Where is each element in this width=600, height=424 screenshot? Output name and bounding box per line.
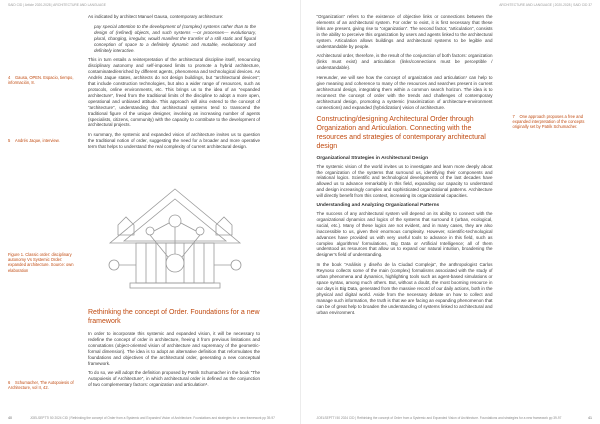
page-number: 41 — [588, 416, 592, 420]
margin-note: 5 Andrés Jaque, interview. — [8, 138, 60, 143]
body-paragraph: The systemic vision of the world invites us to investigate and learn more deeply about the organization of the systems that surround us, identifying their components and relational logics. Scientific and technological developments of the last decades have allowed us to advance remarkably in this field, expanding our capacity to understand and design increasingly complex and sophisticated organizational patterns. Architecture will directly benefit from this context, increasing its organizational capacities. — [316, 163, 493, 199]
margin-note: 4 Gausa, OPEN. Espacio, tiempo, información, 8. — [8, 75, 74, 86]
intro-paragraph: As indicated by architect Manuel Gausa, contemporary architecture: — [88, 14, 224, 19]
running-head: ARCHITECTURE AND LANGUAGE | 2020-2028 | SAID CID 37 — [499, 3, 592, 7]
margin-note: 6 Schumacher, The Autopoiesis of Architecture, vol II, 42. — [8, 380, 74, 391]
subsection-title: Organizational Strategies in Architectural Design — [316, 155, 429, 161]
page-footer: JOELSEPTTI 50 2024 CID | Rethinking the concept of Order from a Systemic and Expanded Vision of Architecture. Foundations and strategies for a new framework pp 39-97 — [30, 416, 275, 420]
right-text-column — [317, 14, 493, 319]
page-footer: JOELSEPTTI 50 2024 CID | Rethinking the concept of Order from a Systemic and Expanded Vision of Architecture. Foundations and strategies for a new framework pp 39-97 — [316, 416, 562, 420]
body-paragraph: To do so, we will adopt the definition proposed by Patrik Schumacher in the book “The Autopoiesis of Architecture”, in which architectural order is defined as the conjunction of two complementary factors: organization and articulation⁶. — [88, 370, 260, 388]
figure-system-circle — [166, 254, 184, 272]
body-paragraph: “Organization” refers to the existence of objective links or connections between the elements of an architectural system. For order to exist, it is first necessary that these links are present, giving rise to “organization”. The second factor, “articulation”, consists in the ability to perceive this organization by users and agents linked to the architectural system. Articulation allows buildings and architectural systems to be legible and understandable by people. — [316, 14, 493, 49]
body-paragraph: This in turn entails a reinterpretation of the architectural discipline itself, renouncing disciplinary autonomy and self-imposed limits to promote a hybrid architecture, contaminated/enriched by different agents, phenomena and technological devices. As Andrés Jaque states, architects do not design buildings, but “architectural devices”; that include construction technologies, but also a wider range of resources, such as protocols, online environments, etc. This brings us to the idea of an “expanded architecture”, freed from the traditional limits of the discipline to adopt a more open, operational and unbiased attitude. This approach will also extend to the concept of “architecture”, understanding that architectural systems tend to transcend the traditional figure of the unique designer, involving an increasing number of agents (specialists, citizens, community) with the capacity to contribute to the development of architectural projects. — [88, 57, 260, 128]
margin-note: 7 One approach proposes a free and expanded interpretation of the concepts originally set by Patrik Schumacher. — [512, 114, 585, 130]
left-text-column — [88, 14, 260, 154]
body-paragraph: Architectural order, therefore, is the result of the conjunction of both factors: organization (links must exist) and articulation (links/connections must be perceptible / understandable). — [316, 53, 493, 71]
section-title: Rethinking the concept of Order. Foundations for a new framework — [88, 309, 260, 325]
right-page — [301, 0, 600, 424]
section-title: Constructing/designing Architectural Order through Organization and Articulation. Connecting with the resources and strategies of contemporary architectural design — [316, 115, 486, 150]
figure-caption: Figure 1. Classic order: disciplinary autonomy Vs Systemic Order: expanded architecture. Source: own elaboration — [8, 252, 74, 273]
block-quote: pay special attention to the development of (complex) systems rather than to the design of (refined) objects, and such systems —or processes— evolutionary, plural, changing, irregular, would manifest the transfer of a still static and figural conception of space to a definitely dynamic and mutable, evolutionary and definitely interactive. — [94, 23, 256, 53]
body-paragraph: The success of any architectural system will depend on its ability to connect with the organizational dynamics and logics of the systems that surround it (urban, ecological, social, etc.). Many of these logics are not evident, and in many cases, they are also inaccessible to us, given their enormous complexity. However, scientific-technological advances have provided us with very useful tools to advance in this field, such as complex algorithms/ formulations, Big Data or Artificial Intelligence; all of them understood as resources that allow us to expand our natural intuition, broadening the designer's field of understanding. — [316, 211, 493, 258]
body-paragraph: In the book “Análisis y diseño de la Ciudad Compleja”, the anthropologist Carlos Reynoso collects some of the main (complex) formalisms associated with the study of urban phenomena and dynamics, highlighting tools such as agent-based simulations or space syntax, among much others. But, without a doubt, the most booming resource in our days is Big Data, generated from the massive record of our daily actions, both in the physical and digital world. Aside from the necessary debate on how to collect and manage such information, the truth is that we are facing an expanding phenomenon that can be of great help to broaden the understanding of systems linked to architectural and urban environment. — [316, 262, 493, 315]
subsection-title: Understanding and Analyzing Organizational Patterns — [316, 203, 440, 209]
body-paragraph: Hereunder, we will see how the concept of organization and articulation⁷ can help to give meaning and coherence to many of the resources and searches present in current architectural design, integrating them within a common search horizon. The idea is to reconnect the concept of order with the trends and challenges of contemporary architectural design, promoting a systemic (maximization of architecture-environment connections) and expanded (hybridization) vision of architecture. — [316, 75, 493, 110]
figure-central-node — [169, 215, 181, 227]
body-paragraph: In summary, the systemic and expanded vision of architecture invites us to question the traditional notion of order, suggesting the need for a broader and more operative term that helps to understand the real complexity of current architectural design. — [88, 132, 260, 150]
page-number: 40 — [8, 416, 12, 420]
running-head: SAID CID | Article 2020-2028 | ARCHITECTURE AND LANGUAGE — [8, 3, 106, 7]
body-paragraph: In order to incorporate this systemic and expanded vision, it will be necessary to redefine the concept of order in architecture, freeing it from previous limitations and connotations (object-oriented vision of architecture and supremacy of the geometric-formal dimension). The idea is to adopt an alternative definition that reformulates the foundations and objectives of the architectural order, generating a new conceptual framework. — [88, 331, 260, 366]
figure-1-diagram — [100, 185, 250, 295]
left-text-column-2 — [88, 308, 260, 392]
